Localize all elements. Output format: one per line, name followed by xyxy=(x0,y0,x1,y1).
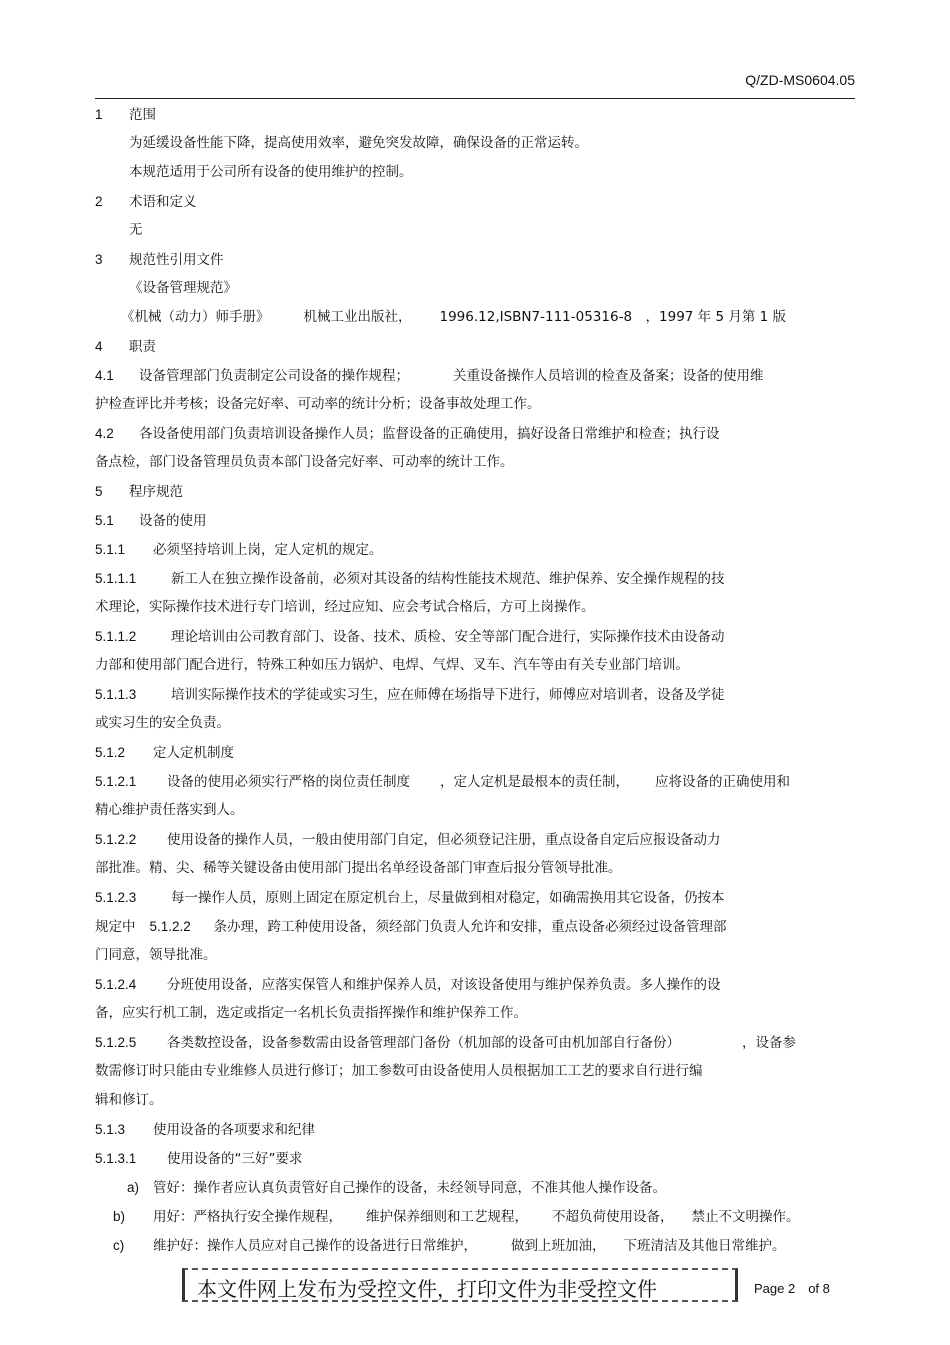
subsection-heading: 5.1.3 使用设备的各项要求和纪律 xyxy=(95,1122,315,1138)
document-body xyxy=(95,100,855,1260)
control-notice: 本文件网上发布为受控文件，打印文件为非受控文件 xyxy=(197,1277,657,1301)
clause: 5.1.2.4 分班使用设备，应落实保管人和维护保养人员，对该设备使用与维护保养负责。多人操作的设 xyxy=(95,977,721,993)
clause: 4.1 设备管理部门负责制定公司设备的操作规程； 关重设备操作人员培训的检查及备案；设备的使用维 xyxy=(95,368,764,384)
clause: 5.1.1.3 培训实际操作技术的学徒或实习生，应在师傅在场指导下进行，师傅应对培训者，设备及学徒 xyxy=(95,687,725,703)
clause-continuation: 备点检，部门设备管理员负责本部门设备完好率、可动率的统计工作。 xyxy=(95,454,514,470)
subsection-heading: 5.1.3.1 使用设备的“三好”要求 xyxy=(95,1151,303,1167)
clause-continuation: 护检查评比并考核；设备完好率、可动率的统计分析；设备事故处理工作。 xyxy=(95,396,541,412)
clause-continuation: 或实习生的安全负责。 xyxy=(95,715,230,731)
clause: 5.1.1.2 理论培训由公司教育部门、设备、技术、质检、安全等部门配合进行，实际操作技术由设备动 xyxy=(95,629,725,645)
section-heading: 5 程序规范 xyxy=(95,484,183,500)
clause: 5.1.2.5 各类数控设备，设备参数需由设备管理部门备份（机加部的设备可由机加部自行备份） ，设备参 xyxy=(95,1035,796,1051)
section-heading: 1 范围 xyxy=(95,107,156,123)
section-heading: 2 术语和定义 xyxy=(95,194,197,210)
clause-continuation: 精心维护责任落实到人。 xyxy=(95,802,244,818)
clause: 5.1.1.1 新工人在独立操作设备前，必须对其设备的结构性能技术规范、维护保养、安全操作规程的技 xyxy=(95,571,725,587)
clause: 4.2 各设备使用部门负责培训设备操作人员；监督设备的正确使用，搞好设备日常维护和检查；执行设 xyxy=(95,426,720,442)
clause: 5.1.2.3 每一操作人员，原则上固定在原定机台上，尽量做到相对稳定，如确需换用其它设备，仍按本 xyxy=(95,890,725,906)
document-code: Q/ZD-MS0604.05 xyxy=(745,72,855,88)
clause-continuation: 数需修订时只能由专业维修人员进行修订；加工参数可由设备使用人员根据加工工艺的要求自行进行编 xyxy=(95,1063,703,1079)
clause-continuation: 力部和使用部门配合进行，特殊工种如压力锅炉、电焊、气焊、叉车、汽车等由有关专业部门培训。 xyxy=(95,657,689,673)
clause-continuation: 术理论，实际操作技术进行专门培训，经过应知、应会考试合格后，方可上岗操作。 xyxy=(95,599,595,615)
page-header xyxy=(95,70,855,99)
subsection-heading: 5.1.2 定人定机制度 xyxy=(95,745,234,761)
paragraph: 无 xyxy=(129,222,143,238)
control-notice-box xyxy=(182,1268,738,1302)
clause-continuation: 备，应实行机工制，选定或指定一名机长负责指挥操作和维护保养工作。 xyxy=(95,1005,527,1021)
clause-continuation: 辑和修订。 xyxy=(95,1092,163,1108)
reference-item: 《机械（动力）师手册》 机械工业出版社， 1996.12,ISBN7-111-05316-8 ，1997 年 5 月第 1 版 xyxy=(121,309,787,325)
clause: 5.1.2.2 使用设备的操作人员，一般由使用部门自定，但必须登记注册，重点设备自定后应报设备动力 xyxy=(95,832,721,848)
section-heading: 4 职责 xyxy=(95,339,156,355)
clause-continuation: 门同意，领导批准。 xyxy=(95,947,217,963)
clause-continuation: 规定中 5.1.2.2 条办理，跨工种使用设备，须经部门负责人允许和安排，重点设备必须经过设备管理部 xyxy=(95,919,727,935)
paragraph: 为延缓设备性能下降，提高使用效率，避免突发故障，确保设备的正常运转。 xyxy=(129,135,588,151)
list-item: b) 用好：严格执行安全操作规程， 维护保养细则和工艺规程， 不超负荷使用设备， 禁止不文明操作。 xyxy=(113,1209,800,1225)
clause: 5.1.2.1 设备的使用必须实行严格的岗位责任制度 ，定人定机是最根本的责任制， 应将设备的正确使用和 xyxy=(95,774,790,790)
page-number: Page 2 of 8 xyxy=(754,1281,830,1296)
list-item: c) 维护好：操作人员应对自己操作的设备进行日常维护， 做到上班加油， 下班清洁及其他日常维护。 xyxy=(113,1238,786,1254)
clause-continuation: 部批准。精、尖、稀等关键设备由使用部门提出名单经设备部门审查后报分管领导批准。 xyxy=(95,860,622,876)
reference-item: 《设备管理规范》 xyxy=(129,280,237,296)
subsection-heading: 5.1 设备的使用 xyxy=(95,513,207,529)
section-heading: 3 规范性引用文件 xyxy=(95,252,224,268)
list-item: a) 管好：操作者应认真负责管好自己操作的设备，未经领导同意，不准其他人操作设备。 xyxy=(127,1180,666,1196)
subsection-heading: 5.1.1 必须坚持培训上岗，定人定机的规定。 xyxy=(95,542,383,558)
paragraph: 本规范适用于公司所有设备的使用维护的控制。 xyxy=(129,164,413,180)
